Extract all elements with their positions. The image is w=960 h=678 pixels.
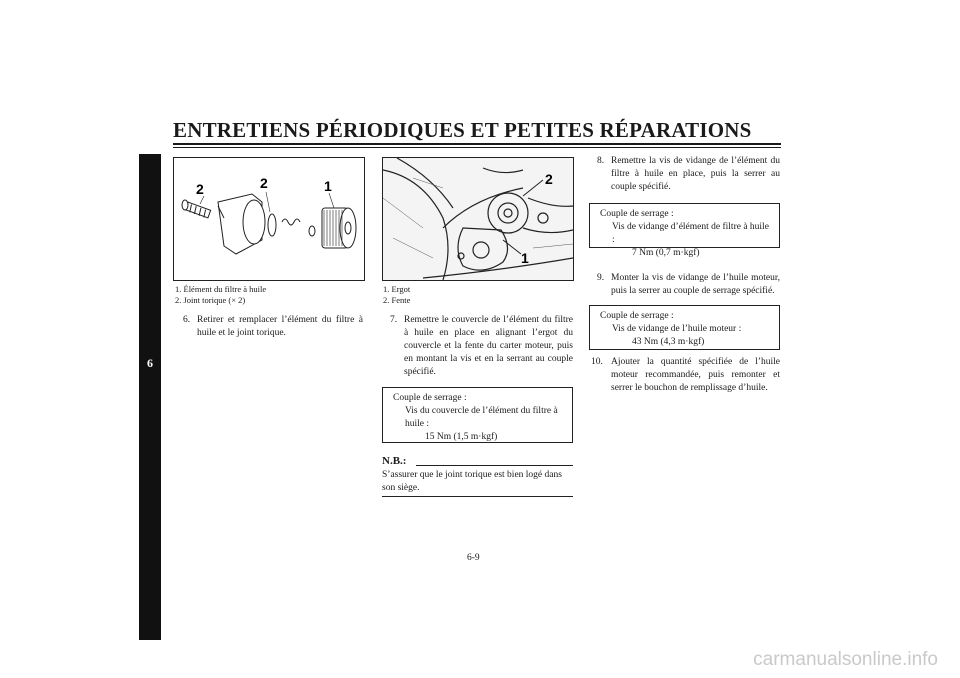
oil-filter-parts-illustration bbox=[174, 158, 364, 280]
callout-2-right: 2 bbox=[260, 175, 268, 191]
spec-value: 43 Nm (4,3 m·kgf) bbox=[632, 337, 705, 347]
step-10 bbox=[591, 356, 780, 395]
chapter-tab-number: 6 bbox=[147, 356, 153, 370]
step-number: 7. bbox=[390, 315, 398, 325]
step-text: Ajouter la quantité spécifiée de l’huile moteur recommandée, puis remonter et serrer le bouchon de remplissage d’huile. bbox=[611, 357, 780, 393]
caption-line: 1. Ergot bbox=[383, 284, 411, 294]
caption-line: 2. Fente bbox=[383, 295, 411, 305]
page-number: 6-9 bbox=[467, 553, 480, 563]
step-text: Remettre le couvercle de l’élément du filtre à huile en place en alignant l’ergot du couvercle et la fente du carter moteur, puis en montant la vis et en la serrant au couple spécifié. bbox=[404, 315, 573, 377]
figure-engine-cover bbox=[382, 157, 574, 281]
figure2-caption bbox=[383, 284, 410, 306]
step-text: Retirer et remplacer l’élément du filtre à huile et le joint torique. bbox=[197, 315, 363, 338]
spec-item: Vis du couvercle de l’élément du filtre à huile : bbox=[405, 406, 558, 429]
figure1-caption bbox=[175, 284, 266, 306]
step-6 bbox=[183, 314, 363, 340]
step-text: Remettre la vis de vidange de l’élément du filtre à huile en place, puis la serrer au couple spécifié. bbox=[611, 156, 780, 192]
spec-value: 15 Nm (1,5 m·kgf) bbox=[425, 432, 498, 442]
spec-title: Couple de serrage : bbox=[393, 393, 467, 403]
chapter-tab bbox=[139, 154, 161, 640]
note-text: S’assurer que le joint torique est bien logé dans son siège. bbox=[382, 470, 562, 493]
callout-1-lug: 1 bbox=[521, 250, 529, 266]
note-title: N.B.: bbox=[382, 455, 407, 467]
spec-value: 7 Nm (0,7 m·kgf) bbox=[632, 248, 700, 258]
step-number: 8. bbox=[597, 156, 605, 166]
callout-2-slot: 2 bbox=[545, 171, 553, 187]
torque-spec-box-engine-drain-bolt bbox=[589, 305, 780, 350]
torque-spec-box-filter-drain-bolt bbox=[589, 203, 780, 258]
callout-1: 1 bbox=[324, 178, 332, 194]
spec-title: Couple de serrage : bbox=[600, 311, 674, 321]
step-8 bbox=[597, 155, 780, 194]
figure-oil-filter-parts bbox=[173, 157, 365, 281]
step-number: 9. bbox=[597, 273, 605, 283]
spec-item: Vis de vidange d’élément de filtre à huile : bbox=[612, 222, 769, 245]
caption-line: 2. Joint torique (× 2) bbox=[175, 295, 246, 305]
caption-line: 1. Élément du filtre à huile bbox=[175, 284, 267, 294]
header-rule-thick bbox=[173, 143, 781, 145]
step-7 bbox=[390, 314, 573, 379]
step-text: Monter la vis de vidange de l’huile moteur, puis la serrer au couple de serrage spécifié. bbox=[611, 273, 780, 296]
watermark: carmanualsonline.info bbox=[753, 649, 938, 670]
note-bottom-rule bbox=[382, 496, 573, 497]
engine-cover-illustration bbox=[383, 158, 573, 280]
step-9 bbox=[597, 272, 780, 298]
spec-title: Couple de serrage : bbox=[600, 209, 674, 219]
step-number: 6. bbox=[183, 315, 191, 325]
step-number: 10. bbox=[591, 357, 603, 367]
note-title-rule bbox=[416, 465, 573, 466]
spec-item: Vis de vidange de l’huile moteur : bbox=[612, 324, 742, 334]
torque-spec-box-cover-bolt bbox=[382, 387, 573, 443]
callout-2-left: 2 bbox=[196, 181, 204, 197]
header-rule-thin bbox=[173, 147, 781, 148]
page-header-title: ENTRETIENS PÉRIODIQUES ET PETITES RÉPARATIONS bbox=[173, 118, 752, 142]
